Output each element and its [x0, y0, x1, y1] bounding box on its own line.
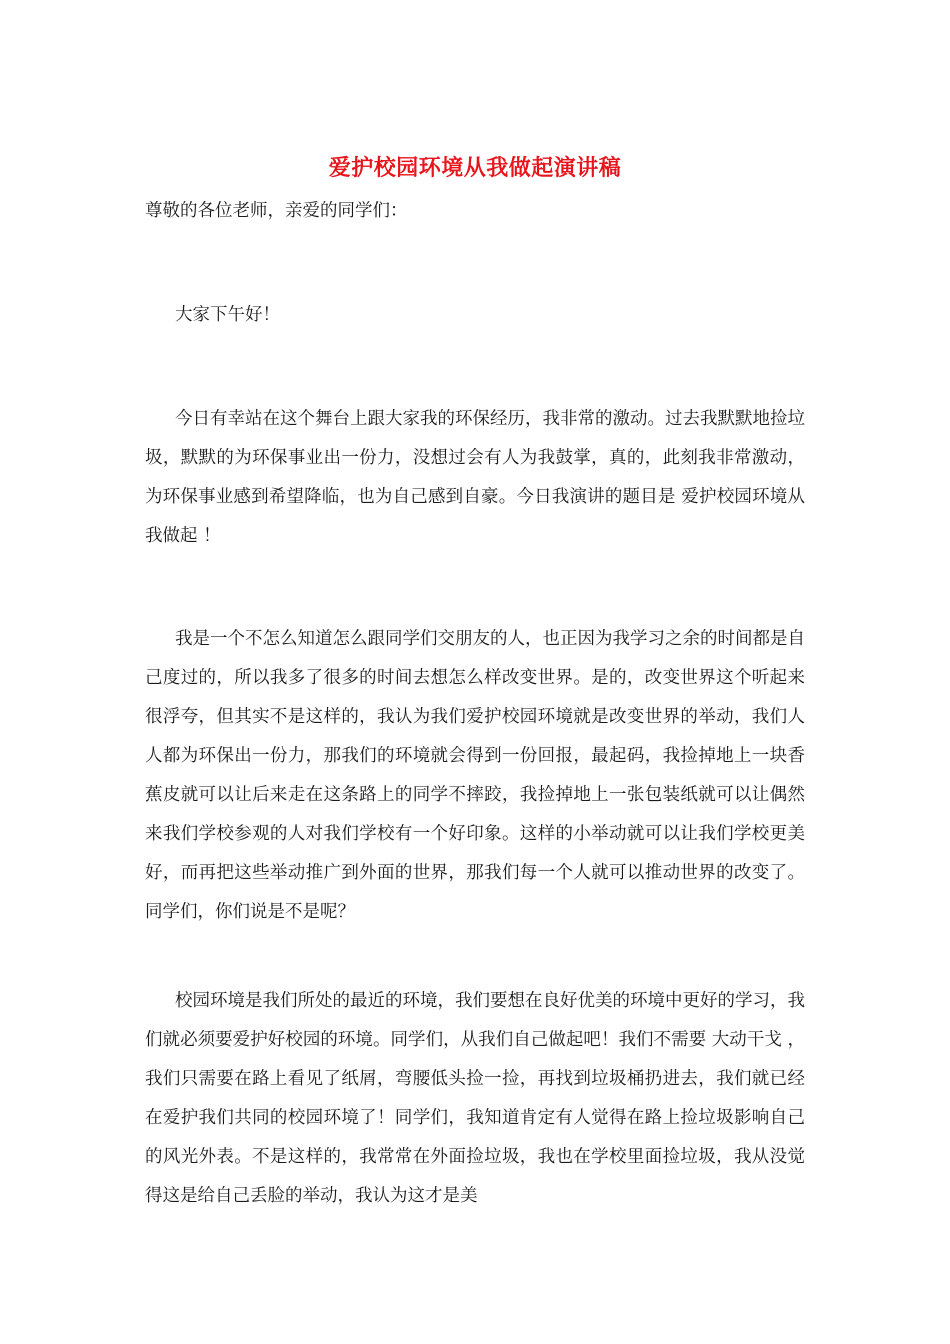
paragraph-intro: 今日有幸站在这个舞台上跟大家我的环保经历，我非常的激动。过去我默默地捡垃圾，默默的为环保事业出一份力，没想过会有人为我鼓掌，真的，此刻我非常激动，为环保事业感到希望降临，也为自己感到自豪。今日我演讲的题目是 爱护校园环境从我做起 ！	[145, 409, 805, 546]
paragraph-change-world: 我是一个不怎么知道怎么跟同学们交朋友的人，也正因为我学习之余的时间都是自己度过的，所以我多了很多的时间去想怎么样改变世界。是的，改变世界这个听起来很浮夸，但其实不是这样的，我认为我们爱护校园环境就是改变世界的举动，我们人人都为环保出一份力，那我们的环境就会得到一份回报，最起码，我捡掉地上一块香蕉皮就可以让后来走在这条路上的同学不摔跤，我捡掉地上一张包装纸就可以让偶然来我们学校参观的人对我们学校有一个好印象。这样的小举动就可以让我们学校更美好，而再把这些举动推广到外面的世界，那我们每一个人就可以推动世界的改变了。同学们，你们说是不是呢？	[145, 629, 805, 922]
document-title: 爱护校园环境从我做起演讲稿	[328, 155, 622, 181]
salutation: 尊敬的各位老师，亲爱的同学们：	[145, 201, 408, 221]
paragraph-greeting: 大家下午好！	[175, 305, 280, 325]
paragraph-campus-environment: 校园环境是我们所处的最近的环境，我们要想在良好优美的环境中更好的学习，我们就必须要爱护好校园的环境。同学们，从我们自己做起吧！我们不需要 大动干戈 ，我们只需要在路上看见了纸屑，弯腰低头捡一捡，再找到垃圾桶扔进去，我们就已经在爱护我们共同的校园环境了！同学们，我知道肯定有人觉得在路上捡垃圾影响自己的风光外表。不是这样的，我常常在外面捡垃圾，我也在学校里面捡垃圾，我从没觉得这是给自己丢脸的举动，我认为这才是美	[145, 991, 805, 1206]
